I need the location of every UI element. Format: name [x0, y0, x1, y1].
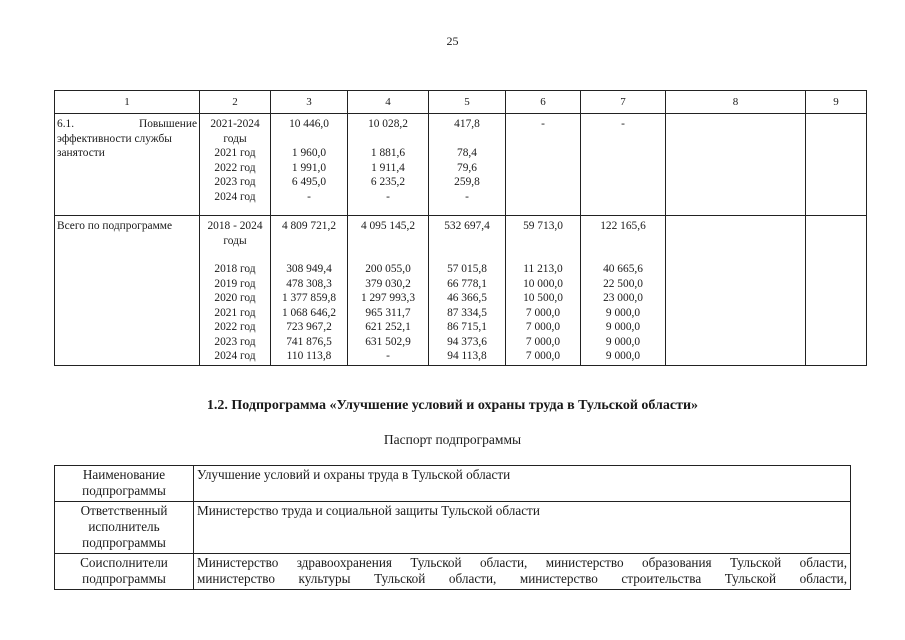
passport-title: Паспорт подпрограммы [383, 432, 522, 447]
passport-value: Министерство труда и социальной защиты Тульской области [197, 503, 540, 518]
row-name-part: занятости [57, 147, 105, 159]
value-cell-col3 [271, 114, 348, 216]
year-value: - [307, 190, 311, 203]
year-value: 965 311,7 [365, 306, 411, 319]
column-header-9: 9 [806, 91, 867, 114]
total-value: 122 165,6 [600, 220, 646, 232]
row-name-cell [55, 114, 200, 216]
passport-value: Министерство здравоохранения Тульской области, министерство образования Тульской области, [197, 555, 847, 570]
passport-label: подпрограммы [82, 483, 166, 498]
row-name-part: Повышение [138, 118, 197, 130]
value-cell-col8 [666, 114, 806, 216]
year-value: 110 113,8 [286, 350, 332, 362]
value-cell-col9 [806, 114, 867, 216]
value-cell-col4 [348, 216, 429, 366]
table-header-row [55, 91, 867, 114]
passport-label: Соисполнители [80, 555, 168, 570]
table-row [55, 502, 851, 554]
passport-value-cell [194, 554, 851, 590]
total-value: 532 697,4 [444, 220, 490, 232]
period-cell [200, 216, 271, 366]
table-row [55, 216, 867, 366]
year-label: 2021 год [214, 306, 256, 319]
passport-label: подпрограммы [82, 571, 166, 586]
passport-label-cell [55, 554, 194, 590]
year-value: 87 334,5 [447, 306, 487, 319]
period-range: 2018 - 2024 [207, 220, 263, 232]
total-value: 4 095 145,2 [360, 220, 416, 232]
value-cell-col4 [348, 114, 429, 216]
year-value: 78,4 [457, 147, 477, 159]
year-value: - [386, 190, 390, 203]
year-value: 94 373,6 [447, 335, 487, 348]
year-value: 1 911,4 [371, 161, 405, 174]
year-value: 6 495,0 [291, 176, 327, 188]
column-header-2: 2 [200, 91, 271, 114]
column-header-5: 5 [429, 91, 506, 114]
year-label: 2023 год [214, 176, 256, 188]
row-name: Всего по подпрограмме [57, 220, 173, 232]
year-value: 308 949,4 [286, 263, 332, 275]
value-cell-col7 [581, 216, 666, 366]
value-cell-col7 [581, 114, 666, 216]
year-value: 7 000,0 [525, 306, 561, 319]
row-name-cell [55, 216, 200, 366]
column-header-8: 8 [666, 91, 806, 114]
passport-table [54, 465, 851, 590]
passport-value-cell [194, 466, 851, 502]
year-value: 1 068 646,2 [281, 306, 337, 319]
year-value: 23 000,0 [603, 292, 643, 304]
period-suffix: годы [223, 132, 247, 145]
year-value: 57 015,8 [447, 263, 487, 275]
year-label: 2018 год [214, 263, 256, 275]
value-cell-col6 [506, 114, 581, 216]
table-row [55, 554, 851, 590]
total-value: - [621, 118, 625, 130]
year-value: 631 502,9 [365, 335, 411, 348]
column-header-6: 6 [506, 91, 581, 114]
table-row [55, 466, 851, 502]
year-value: 9 000,0 [605, 321, 641, 333]
year-value: - [465, 190, 469, 203]
row-name-part: эффективности службы [57, 132, 172, 145]
passport-label-cell [55, 466, 194, 502]
period-cell [200, 114, 271, 216]
total-value: - [541, 118, 545, 130]
value-cell-col3 [271, 216, 348, 366]
year-value: 9 000,0 [605, 335, 641, 348]
passport-label-cell [55, 502, 194, 554]
year-value: 7 000,0 [525, 321, 561, 333]
page-number: 25 [446, 34, 459, 48]
subprogram-title: 1.2. Подпрограмма «Улучшение условий и охраны труда в Тульской области» [206, 398, 699, 413]
year-value: 22 500,0 [603, 277, 643, 290]
year-value: 86 715,1 [447, 321, 487, 333]
year-label: 2023 год [214, 335, 256, 348]
year-value: 1 297 993,3 [360, 292, 416, 304]
year-value: 7 000,0 [525, 335, 561, 348]
year-value: 478 308,3 [286, 277, 332, 290]
year-value: 66 778,1 [447, 277, 487, 290]
year-value: 9 000,0 [605, 350, 641, 362]
total-value: 4 809 721,2 [281, 220, 337, 232]
year-value: 1 991,0 [291, 161, 327, 174]
value-cell-col9 [806, 216, 867, 366]
passport-value-cell [194, 502, 851, 554]
year-value: 259,8 [454, 176, 480, 188]
year-value: 379 030,2 [365, 277, 411, 290]
year-label: 2019 год [214, 277, 256, 290]
year-label: 2020 год [214, 292, 256, 304]
year-value: 621 252,1 [365, 321, 411, 333]
value-cell-col6 [506, 216, 581, 366]
year-label: 2024 год [214, 350, 256, 362]
year-value: 1 377 859,8 [281, 292, 337, 304]
year-value: 94 113,8 [447, 350, 487, 362]
year-value: 741 876,5 [286, 335, 332, 348]
passport-value: Улучшение условий и охраны труда в Тульской области [197, 467, 511, 482]
year-value: 10 000,0 [523, 277, 563, 290]
year-value: 79,6 [457, 161, 477, 174]
year-value: 11 213,0 [523, 263, 563, 275]
column-header-1: 1 [55, 91, 200, 114]
value-cell-col5 [429, 114, 506, 216]
value-cell-col5 [429, 216, 506, 366]
column-header-4: 4 [348, 91, 429, 114]
year-label: 2022 год [214, 321, 256, 333]
period-range: 2021-2024 [210, 118, 260, 130]
passport-label: Ответственный [80, 503, 168, 518]
year-value: 46 366,5 [447, 292, 487, 304]
year-value: 10 500,0 [523, 292, 563, 304]
year-value: 200 055,0 [365, 263, 411, 275]
year-label: 2024 год [214, 190, 256, 203]
total-value: 10 028,2 [368, 118, 408, 130]
value-cell-col8 [666, 216, 806, 366]
year-value: 1 881,6 [370, 147, 406, 159]
period-suffix: годы [223, 234, 247, 247]
year-value: 40 665,6 [603, 263, 643, 275]
finance-table [54, 90, 867, 366]
year-label: 2022 год [214, 161, 256, 174]
row-number: 6.1. [57, 118, 75, 130]
year-label: 2021 год [214, 147, 256, 159]
total-value: 417,8 [454, 118, 480, 130]
year-value: 6 235,2 [370, 176, 406, 188]
passport-label: исполнитель [88, 519, 160, 534]
column-header-7: 7 [581, 91, 666, 114]
year-value: 9 000,0 [605, 306, 641, 319]
passport-label: Наименование [82, 467, 166, 482]
year-value: 723 967,2 [286, 321, 332, 333]
year-value: - [386, 350, 390, 362]
year-value: 7 000,0 [525, 350, 561, 362]
table-row [55, 114, 867, 216]
column-header-3: 3 [271, 91, 348, 114]
total-value: 59 713,0 [523, 220, 563, 232]
passport-label: подпрограммы [82, 535, 166, 550]
year-value: 1 960,0 [291, 147, 327, 159]
passport-value: министерство культуры Тульской области, министерство строительства Тульской области, [197, 571, 847, 586]
total-value: 10 446,0 [289, 118, 329, 130]
